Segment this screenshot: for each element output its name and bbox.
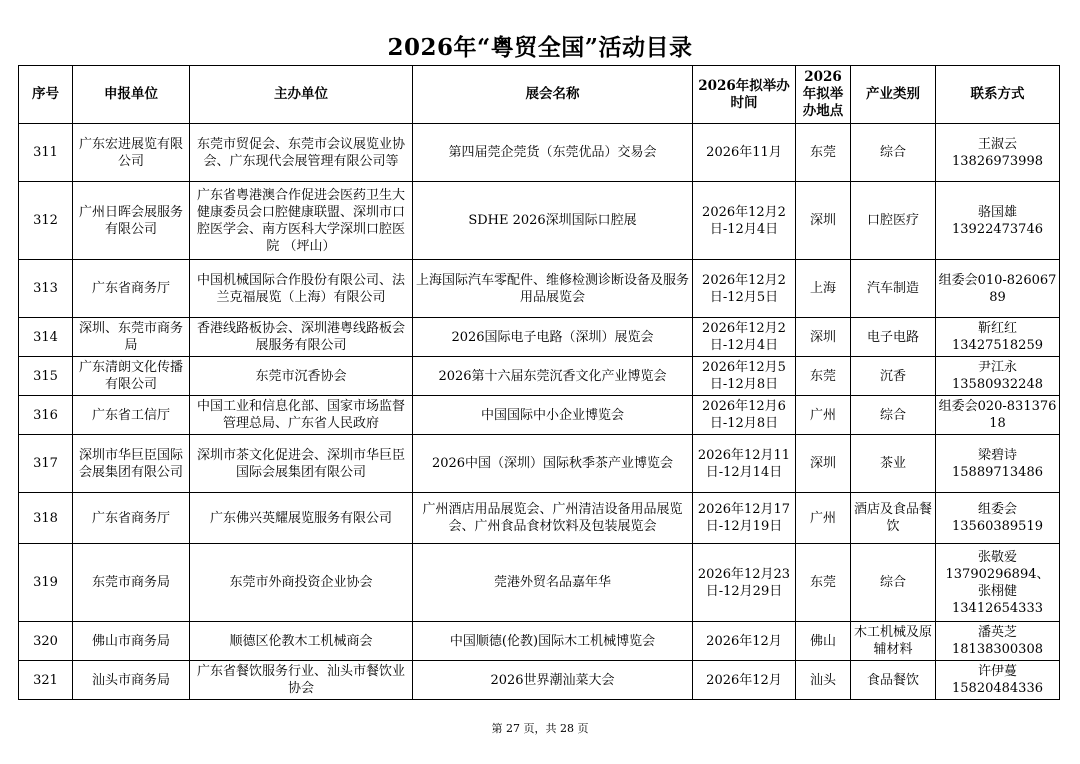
cell-applicant: 广东省商务厅 bbox=[73, 493, 190, 544]
table-row bbox=[19, 182, 1060, 260]
cell-seq: 313 bbox=[19, 260, 73, 318]
cell-organizer: 东莞市外商投资企业协会 bbox=[190, 544, 413, 622]
cell-contact: 王淑云 13826973998 bbox=[936, 124, 1060, 182]
cell-exhibition: 2026第十六届东莞沉香文化产业博览会 bbox=[413, 357, 693, 396]
cell-exhibition: 2026中国（深圳）国际秋季茶产业博览会 bbox=[413, 435, 693, 493]
table-row bbox=[19, 357, 1060, 396]
cell-place: 东莞 bbox=[796, 357, 851, 396]
table-row bbox=[19, 661, 1060, 700]
cell-place: 上海 bbox=[796, 260, 851, 318]
cell-industry: 沉香 bbox=[851, 357, 936, 396]
cell-seq: 315 bbox=[19, 357, 73, 396]
table-row bbox=[19, 124, 1060, 182]
cell-exhibition: 中国国际中小企业博览会 bbox=[413, 396, 693, 435]
cell-time: 2026年12月5日-12月8日 bbox=[693, 357, 796, 396]
cell-organizer: 深圳市茶文化促进会、深圳市华巨臣国际会展集团有限公司 bbox=[190, 435, 413, 493]
cell-applicant: 深圳、东莞市商务局 bbox=[73, 318, 190, 357]
cell-contact: 张敬爱 13790296894、 张栩健 13412654333 bbox=[936, 544, 1060, 622]
cell-seq: 321 bbox=[19, 661, 73, 700]
cell-industry: 酒店及食品餐饮 bbox=[851, 493, 936, 544]
table-row bbox=[19, 622, 1060, 661]
header-industry: 产业类别 bbox=[851, 66, 936, 124]
cell-time: 2026年12月2日-12月4日 bbox=[693, 318, 796, 357]
cell-contact: 潘英芝 18138300308 bbox=[936, 622, 1060, 661]
cell-place: 佛山 bbox=[796, 622, 851, 661]
cell-place: 深圳 bbox=[796, 318, 851, 357]
cell-organizer: 东莞市沉香协会 bbox=[190, 357, 413, 396]
cell-contact: 梁碧诗 15889713486 bbox=[936, 435, 1060, 493]
table-row bbox=[19, 435, 1060, 493]
cell-seq: 312 bbox=[19, 182, 73, 260]
cell-time: 2026年11月 bbox=[693, 124, 796, 182]
cell-organizer: 广东省餐饮服务行业、汕头市餐饮业协会 bbox=[190, 661, 413, 700]
cell-exhibition: 上海国际汽车零配件、维修检测诊断设备及服务用品展览会 bbox=[413, 260, 693, 318]
cell-contact: 组委会020-83137618 bbox=[936, 396, 1060, 435]
cell-time: 2026年12月17日-12月19日 bbox=[693, 493, 796, 544]
cell-exhibition: 广州酒店用品展览会、广州清洁设备用品展览会、广州食品食材饮料及包装展览会 bbox=[413, 493, 693, 544]
header-organizer: 主办单位 bbox=[190, 66, 413, 124]
header-place: 2026年拟举办地点 bbox=[796, 66, 851, 124]
cell-organizer: 广东省粤港澳合作促进会医药卫生大健康委员会口腔健康联盟、深圳市口腔医学会、南方医科大学深圳口腔医院 （坪山） bbox=[190, 182, 413, 260]
cell-organizer: 顺德区伦教木工机械商会 bbox=[190, 622, 413, 661]
cell-exhibition: SDHE 2026深圳国际口腔展 bbox=[413, 182, 693, 260]
cell-applicant: 佛山市商务局 bbox=[73, 622, 190, 661]
cell-exhibition: 莞港外贸名品嘉年华 bbox=[413, 544, 693, 622]
cell-time: 2026年12月23日-12月29日 bbox=[693, 544, 796, 622]
table-row bbox=[19, 493, 1060, 544]
cell-applicant: 广东省工信厅 bbox=[73, 396, 190, 435]
cell-place: 东莞 bbox=[796, 544, 851, 622]
cell-applicant: 广东清朗文化传播有限公司 bbox=[73, 357, 190, 396]
table-row bbox=[19, 396, 1060, 435]
cell-organizer: 中国工业和信息化部、国家市场监督管理总局、广东省人民政府 bbox=[190, 396, 413, 435]
header-seq: 序号 bbox=[19, 66, 73, 124]
cell-place: 东莞 bbox=[796, 124, 851, 182]
cell-applicant: 汕头市商务局 bbox=[73, 661, 190, 700]
cell-organizer: 香港线路板协会、深圳港粤线路板会展服务有限公司 bbox=[190, 318, 413, 357]
cell-time: 2026年12月2日-12月4日 bbox=[693, 182, 796, 260]
cell-industry: 口腔医疗 bbox=[851, 182, 936, 260]
cell-contact: 组委会010-82606789 bbox=[936, 260, 1060, 318]
header-applicant: 申报单位 bbox=[73, 66, 190, 124]
cell-contact: 组委会 13560389519 bbox=[936, 493, 1060, 544]
header-exhibition: 展会名称 bbox=[413, 66, 693, 124]
cell-contact: 尹江永 13580932248 bbox=[936, 357, 1060, 396]
cell-industry: 木工机械及原辅材料 bbox=[851, 622, 936, 661]
cell-place: 深圳 bbox=[796, 435, 851, 493]
cell-place: 汕头 bbox=[796, 661, 851, 700]
cell-exhibition: 2026世界潮汕菜大会 bbox=[413, 661, 693, 700]
cell-time: 2026年12月2日-12月5日 bbox=[693, 260, 796, 318]
cell-time: 2026年12月11日-12月14日 bbox=[693, 435, 796, 493]
cell-seq: 311 bbox=[19, 124, 73, 182]
cell-seq: 314 bbox=[19, 318, 73, 357]
header-contact: 联系方式 bbox=[936, 66, 1060, 124]
table-row bbox=[19, 318, 1060, 357]
cell-contact: 骆国雄 13922473746 bbox=[936, 182, 1060, 260]
table-row bbox=[19, 544, 1060, 622]
table-row bbox=[19, 260, 1060, 318]
cell-organizer: 中国机械国际合作股份有限公司、法兰克福展览（上海）有限公司 bbox=[190, 260, 413, 318]
cell-time: 2026年12月6日-12月8日 bbox=[693, 396, 796, 435]
cell-time: 2026年12月 bbox=[693, 661, 796, 700]
cell-seq: 320 bbox=[19, 622, 73, 661]
cell-industry: 电子电路 bbox=[851, 318, 936, 357]
cell-seq: 318 bbox=[19, 493, 73, 544]
activity-table bbox=[18, 65, 1060, 700]
cell-seq: 316 bbox=[19, 396, 73, 435]
page-title: 2026年“粤贸全国”活动目录 bbox=[387, 34, 693, 61]
cell-applicant: 深圳市华巨臣国际会展集团有限公司 bbox=[73, 435, 190, 493]
cell-applicant: 广东省商务厅 bbox=[73, 260, 190, 318]
page-footer: 第 27 页，共 28 页 bbox=[491, 722, 589, 735]
table-header-row bbox=[19, 66, 1060, 124]
cell-time: 2026年12月 bbox=[693, 622, 796, 661]
cell-exhibition: 第四届莞企莞货（东莞优品）交易会 bbox=[413, 124, 693, 182]
cell-applicant: 广州日晖会展服务有限公司 bbox=[73, 182, 190, 260]
header-time: 2026年拟举办时间 bbox=[693, 66, 796, 124]
cell-industry: 综合 bbox=[851, 544, 936, 622]
cell-applicant: 东莞市商务局 bbox=[73, 544, 190, 622]
cell-organizer: 广东佛兴英耀展览服务有限公司 bbox=[190, 493, 413, 544]
cell-industry: 综合 bbox=[851, 396, 936, 435]
cell-exhibition: 2026国际电子电路（深圳）展览会 bbox=[413, 318, 693, 357]
cell-place: 深圳 bbox=[796, 182, 851, 260]
cell-contact: 靳红红 13427518259 bbox=[936, 318, 1060, 357]
cell-seq: 319 bbox=[19, 544, 73, 622]
cell-place: 广州 bbox=[796, 493, 851, 544]
cell-contact: 许伊蔓 15820484336 bbox=[936, 661, 1060, 700]
cell-seq: 317 bbox=[19, 435, 73, 493]
cell-industry: 茶业 bbox=[851, 435, 936, 493]
cell-place: 广州 bbox=[796, 396, 851, 435]
cell-industry: 综合 bbox=[851, 124, 936, 182]
cell-organizer: 东莞市贸促会、东莞市会议展览业协会、广东现代会展管理有限公司等 bbox=[190, 124, 413, 182]
cell-industry: 食品餐饮 bbox=[851, 661, 936, 700]
cell-exhibition: 中国顺德(伦教)国际木工机械博览会 bbox=[413, 622, 693, 661]
cell-industry: 汽车制造 bbox=[851, 260, 936, 318]
cell-applicant: 广东宏进展览有限公司 bbox=[73, 124, 190, 182]
